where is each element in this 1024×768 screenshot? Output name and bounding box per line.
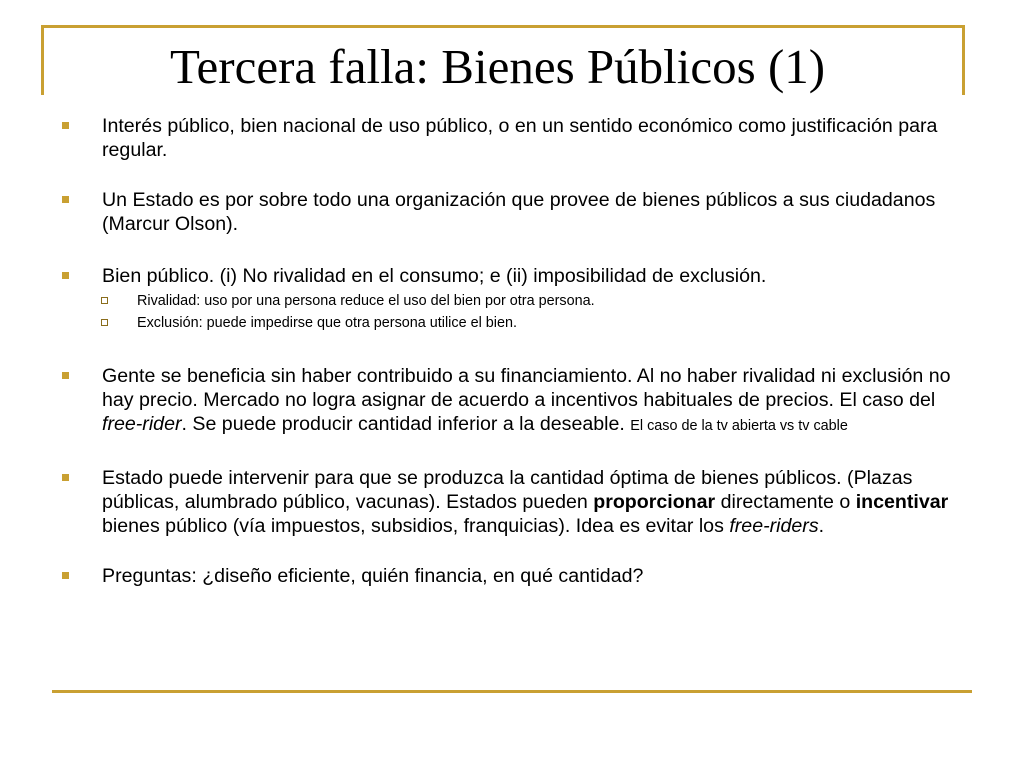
bullet-item <box>60 264 960 288</box>
square-bullet-icon <box>62 196 69 203</box>
bullet-text-part: . <box>818 515 825 537</box>
bullet-text-part: bienes público (vía impuestos, subsidios, franquicias). Idea es evitar los <box>102 515 730 537</box>
square-bullet-icon <box>62 372 69 379</box>
bullet-item <box>60 114 960 162</box>
square-bullet-icon <box>62 272 69 279</box>
sub-bullet-text: Exclusión: puede impedirse que otra persona utilice el bien. <box>137 315 517 331</box>
bold-term: proporcionar <box>593 491 716 513</box>
bullet-text: Bien público. (i) No rivalidad en el consumo; e (ii) imposibilidad de exclusión. <box>102 265 767 287</box>
bullet-item <box>60 564 960 588</box>
bullet-text: Un Estado es por sobre todo una organización que provee de bienes públicos a sus ciudadanos (Marcur Olson). <box>102 189 936 235</box>
bullet-item <box>60 188 960 236</box>
top-gold-rule <box>41 25 965 28</box>
hollow-square-bullet-icon <box>101 297 108 304</box>
bold-term: incentivar <box>855 491 949 513</box>
sub-bullet-text: Rivalidad: uso por una persona reduce el uso del bien por otra persona. <box>137 293 595 309</box>
bullet-text-part: directamente o <box>715 491 856 513</box>
small-note: El caso de la tv abierta vs tv cable <box>630 418 848 434</box>
bullet-item <box>60 466 960 538</box>
sub-bullet-item <box>60 312 960 334</box>
square-bullet-icon <box>62 474 69 481</box>
bullet-text-part: Gente se beneficia sin haber contribuido a su financiamiento. Al no haber rivalidad ni exclusión no hay precio. Mercado no logra asignar de acuerdo a incentivos habituales de precios. El caso del <box>102 365 951 411</box>
left-gold-rule <box>41 25 44 95</box>
hollow-square-bullet-icon <box>101 319 108 326</box>
italic-term: free-riders <box>729 515 819 537</box>
square-bullet-icon <box>62 572 69 579</box>
bullet-text-part: Estado puede intervenir para que se produzca la cantidad óptima de bienes públicos. (Plazas públicas, alumbrado público, vacunas). Estados pueden <box>102 467 913 513</box>
bullet-item <box>60 364 960 438</box>
bullet-list <box>60 114 960 588</box>
bottom-gold-rule <box>52 690 972 693</box>
sub-bullet-item <box>60 290 960 312</box>
right-gold-rule <box>962 25 965 95</box>
slide-title: Tercera falla: Bienes Públicos (1) <box>170 39 826 94</box>
bullet-text: Interés público, bien nacional de uso público, o en un sentido económico como justificación para regular. <box>102 115 938 161</box>
square-bullet-icon <box>62 122 69 129</box>
italic-term: free-rider <box>102 413 182 435</box>
bullet-text-part: . Se puede producir cantidad inferior a la deseable. <box>181 413 631 435</box>
bullet-text: Preguntas: ¿diseño eficiente, quién financia, en qué cantidad? <box>102 565 644 587</box>
